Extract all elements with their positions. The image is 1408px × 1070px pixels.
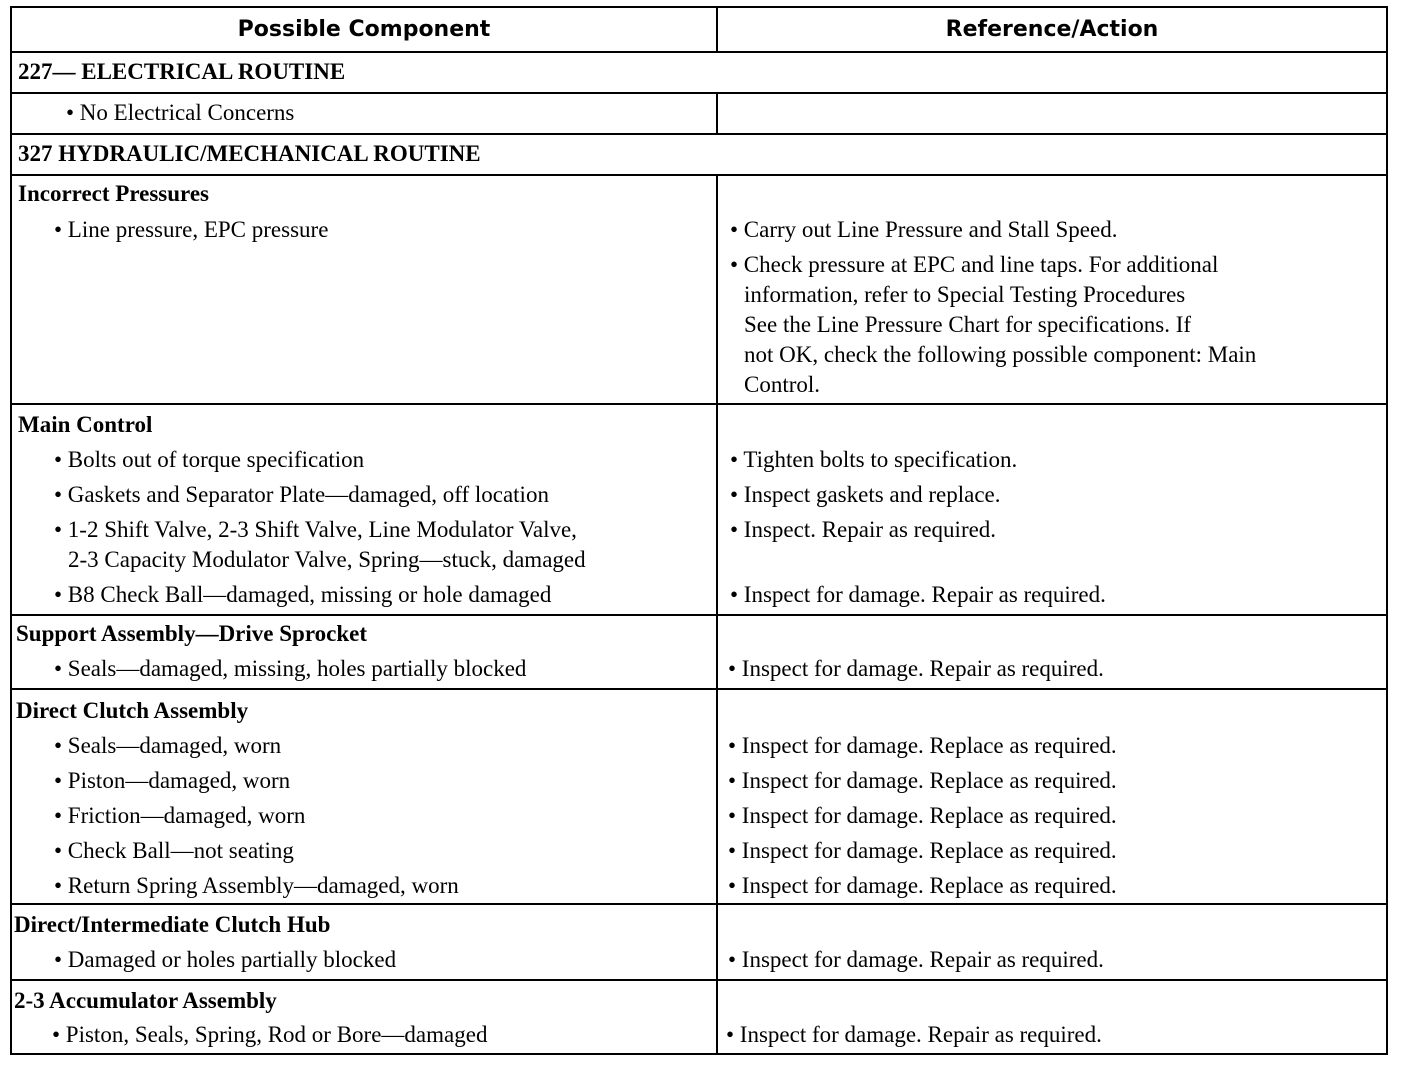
action-item-cont: not OK, check the following possible component: Main: [744, 342, 1257, 367]
group-title: Direct/Intermediate Clutch Hub: [14, 912, 331, 937]
action-item: • Inspect for damage. Repair as required.: [726, 1022, 1102, 1047]
component-cell: [12, 616, 716, 688]
table-header: [12, 8, 1386, 53]
component-item: • Seals—damaged, missing, holes partially blocked: [54, 656, 527, 681]
action-item: • Inspect for damage. Replace as required.: [728, 803, 1117, 828]
action-item: • Inspect for damage. Repair as required.: [728, 947, 1104, 972]
action-item: • Inspect. Repair as required.: [730, 517, 997, 542]
table-row: [12, 616, 1386, 690]
component-item: • Piston—damaged, worn: [54, 768, 291, 793]
component-item: • No Electrical Concerns: [66, 100, 295, 125]
table-row: [12, 176, 1386, 405]
action-cell: [716, 981, 1386, 1053]
header-component: Possible Component: [237, 17, 491, 42]
action-cell: [716, 94, 1386, 133]
action-item-cont: See the Line Pressure Chart for specifications. If: [744, 312, 1192, 337]
component-cell: [12, 176, 716, 403]
group-title: Incorrect Pressures: [18, 181, 209, 206]
diagnostic-table: [10, 6, 1388, 1055]
action-item: • Inspect for damage. Repair as required.: [730, 582, 1106, 607]
section-row: [12, 135, 1386, 176]
action-cell: [716, 616, 1386, 688]
table-row: [12, 94, 1386, 135]
action-item: • Inspect for damage. Replace as required.: [728, 838, 1117, 863]
action-item: • Inspect for damage. Replace as required.: [728, 733, 1117, 758]
component-item: • Line pressure, EPC pressure: [54, 217, 329, 242]
component-item: • Damaged or holes partially blocked: [54, 947, 397, 972]
section-title-electrical: 227— ELECTRICAL ROUTINE: [18, 59, 346, 84]
group-title: 2-3 Accumulator Assembly: [14, 988, 277, 1013]
table-row: [12, 905, 1386, 981]
action-item: • Inspect for damage. Replace as required.: [728, 768, 1117, 793]
action-item: • Inspect for damage. Repair as required.: [728, 656, 1104, 681]
action-item: • Check pressure at EPC and line taps. For additional: [730, 252, 1219, 277]
group-title: Support Assembly—Drive Sprocket: [16, 621, 367, 646]
action-item-cont: information, refer to Special Testing Procedures: [744, 282, 1186, 307]
component-item: • Gaskets and Separator Plate—damaged, off location: [54, 482, 549, 507]
component-cell: [12, 905, 716, 979]
action-item: • Carry out Line Pressure and Stall Speed.: [730, 217, 1118, 242]
header-action: Reference/Action: [716, 8, 1386, 51]
component-cell: [12, 690, 716, 903]
action-item: • Inspect gaskets and replace.: [730, 482, 1001, 507]
component-item: • Piston, Seals, Spring, Rod or Bore—damaged: [52, 1022, 488, 1047]
component-item: • 1-2 Shift Valve, 2-3 Shift Valve, Line Modulator Valve,: [54, 517, 577, 542]
component-item: • Seals—damaged, worn: [54, 733, 282, 758]
action-item: • Tighten bolts to specification.: [730, 447, 1018, 472]
section-title-hydraulic: 327 HYDRAULIC/MECHANICAL ROUTINE: [18, 141, 481, 166]
component-item: • Bolts out of torque specification: [54, 447, 365, 472]
component-cell: [12, 981, 716, 1053]
component-cell: [12, 94, 716, 133]
component-item: • Check Ball—not seating: [54, 838, 294, 863]
action-cell: [716, 405, 1386, 614]
table-row: [12, 405, 1386, 616]
component-item-cont: 2-3 Capacity Modulator Valve, Spring—stuck, damaged: [68, 547, 586, 572]
action-cell: [716, 176, 1386, 403]
section-row: [12, 53, 1386, 94]
component-item: • B8 Check Ball—damaged, missing or hole damaged: [54, 582, 552, 607]
action-item-cont: Control.: [744, 372, 821, 397]
action-cell: [716, 690, 1386, 903]
action-item: • Inspect for damage. Replace as required.: [728, 873, 1117, 898]
group-title: Main Control: [18, 412, 153, 437]
component-item: • Return Spring Assembly—damaged, worn: [54, 873, 459, 898]
component-cell: [12, 405, 716, 614]
action-cell: [716, 905, 1386, 979]
group-title: Direct Clutch Assembly: [16, 698, 249, 723]
table-row: [12, 690, 1386, 905]
table-row: [12, 981, 1386, 1053]
component-item: • Friction—damaged, worn: [54, 803, 306, 828]
